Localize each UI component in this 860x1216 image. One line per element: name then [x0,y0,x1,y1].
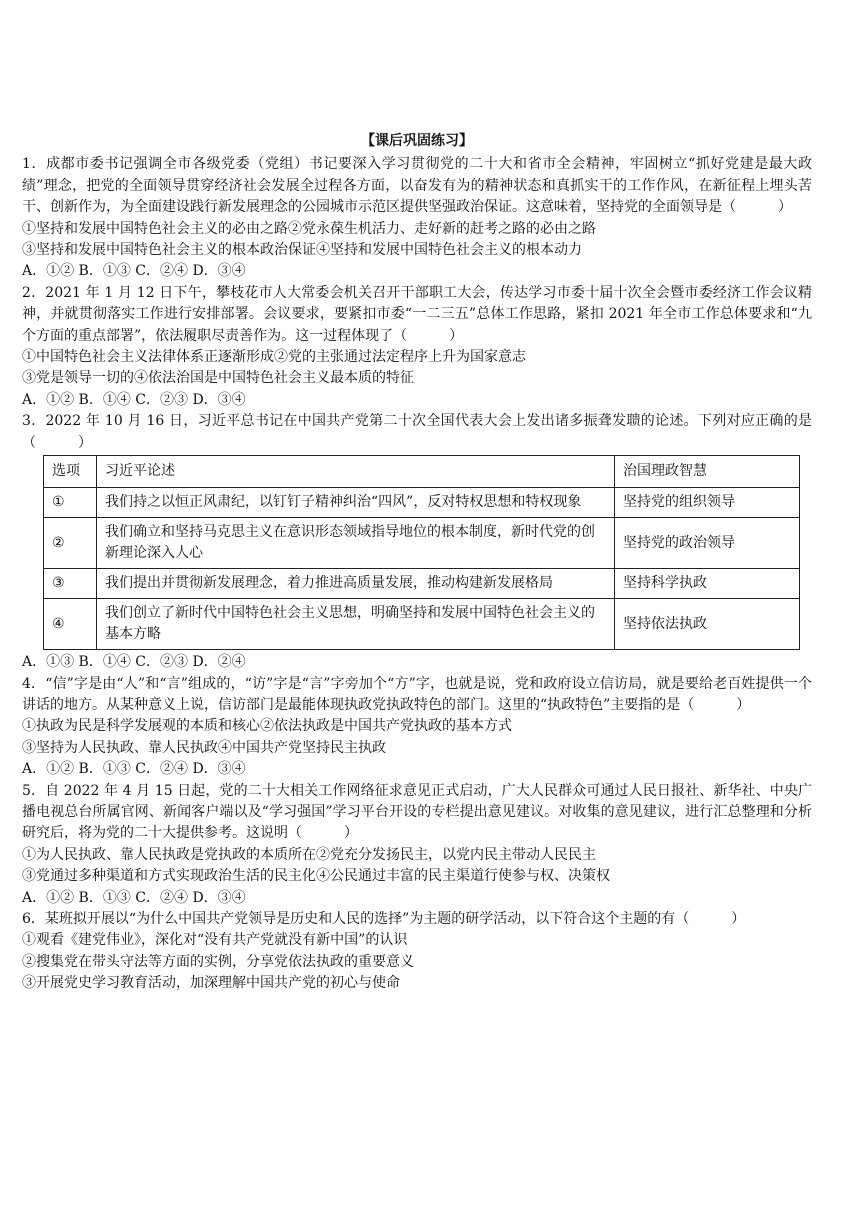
table-row [44,569,800,599]
statement-line: ③开展党史学习教育活动，加深理解中国共产党的初心与使命 [22,975,400,992]
document-page [22,131,812,995]
statement-line: ①中国特色社会主义法律体系正逐渐形成②党的主张通过法定程序上升为国家意志 [22,349,526,366]
table-cell: 我们持之以恒正风肃纪，以钉钉子精神纠治“四风”，反对特权思想和特权现象 [97,488,615,518]
statement-line: ①为人民执政、靠人民执政是党执政的本质所在②党充分发扬民主，以党内民主带动人民民主 [22,846,596,863]
table-cell: 坚持科学执政 [615,569,800,599]
statement-line: ③党是领导一切的④依法治国是中国特色社会主义最本质的特征 [22,370,414,387]
question-stem: 2．2021 年 1 月 12 日下午，攀枝花市人大常委会机关召开干部职工大会，传达学习市委十届十次全会暨市委经济工作会议精神，并就贯彻落实工作进行安排部署。会议要求，要紧扣市委“一二三五”总体工作思路，紧扣 2021 年全市工作总体要求和“九个方面的重点部署”，依法履职尽责善作为。这一过程体现了（ ） [22,284,812,344]
table-cell: 坚持依法执政 [615,599,800,650]
statement-line: ②搜集党在带头守法等方面的实例，分享党依法执政的重要意义 [22,953,414,970]
question-stem: 5．自 2022 年 4 月 15 日起，党的二十大相关工作网络征求意见正式启动，广大人民群众可通过人民日报社、新华社、中央广播电视总台所属官网、新闻客户端以及“学习强国”学习平台开设的专栏提出意见建议。对收集的意见建议，进行汇总整理和分析研究后，将为党的二十大提供参考。这说明（ ） [22,782,812,842]
answer-choices: A．①③ B．①④ C．②③ D．②④ [22,654,246,671]
table-cell: 坚持党的组织领导 [615,488,800,518]
table-row [44,599,800,650]
statement-line: ①坚持和发展中国特色社会主义的必由之路②党永葆生机活力、走好新的赶考之路的必由之路 [22,220,596,237]
statement-line: ③党通过多种渠道和方式实现政治生活的民主化④公民通过丰富的民主渠道行使参与权、决策权 [22,868,610,885]
table-cell: 我们创立了新时代中国特色社会主义思想，明确坚持和发展中国特色社会主义的基本方略 [97,599,615,650]
table-header-cell: 治国理政智慧 [615,456,800,488]
table-row [44,488,800,518]
question-3 [22,411,812,673]
table-cell: ② [44,518,97,569]
answer-choices: A．①② B．①③ C．②④ D．③④ [22,889,246,906]
answer-choices: A．①② B．①③ C．②④ D．③④ [22,263,246,280]
statement-line: ③坚持为人民执政、靠人民执政④中国共产党坚持民主执政 [22,739,386,756]
statement-line: ①观看《建党伟业》，深化对“没有共产党就没有新中国”的认识 [22,932,408,949]
answer-choices: A．①② B．①③ C．②④ D．③④ [22,761,246,778]
table-cell: 我们确立和坚持马克思主义在意识形态领域指导地位的根本制度，新时代党的创新理论深入人心 [97,518,615,569]
question-5 [22,781,812,909]
table-cell: ① [44,488,97,518]
correspondence-table [43,455,800,650]
question-2 [22,283,812,411]
table-cell: ③ [44,569,97,599]
question-stem: 4．“信”字是由“人”和“言”组成的，“访”字是“言”字旁加个“方”字，也就是说，党和政府设立信访局，就是要给老百姓提供一个讲话的地方。从某种意义上说，信访部门是最能体现执政党执政特色的部门。这里的“执政特色”主要指的是（ ） [22,675,812,713]
question-stem: 6．某班拟开展以“为什么中国共产党领导是历史和人民的选择”为主题的研学活动，以下符合这个主题的有（ ） [22,910,746,927]
table-cell: 我们提出并贯彻新发展理念，着力推进高质量发展，推动构建新发展格局 [97,569,615,599]
question-stem: 1．成都市委书记强调全市各级党委（党组）书记要深入学习贯彻党的二十大和省市全会精神，牢固树立“抓好党建是最大政绩”理念，把党的全面领导贯穿经济社会发展全过程各方面，以奋发有为的精神状态和真抓实干的工作作风，在新征程上埋头苦干、创新作为，为全面建设践行新发展理念的公园城市示范区提供坚强政治保证。这意味着，坚持党的全面领导是（ ） [22,156,812,216]
table-row [44,518,800,569]
table-cell: 坚持党的政治领导 [615,518,800,569]
table-header-row [44,456,800,488]
table-cell: ④ [44,599,97,650]
table-header-cell: 选项 [44,456,97,488]
table-header-cell: 习近平论述 [97,456,615,488]
section-title: 【课后巩固练习】 [361,133,473,149]
statement-line: ③坚持和发展中国特色社会主义的根本政治保证④坚持和发展中国特色社会主义的根本动力 [22,242,582,259]
answer-choices: A．①② B．①④ C．②③ D．③④ [22,391,246,408]
question-1 [22,154,812,282]
question-4 [22,674,812,781]
question-stem: 3．2022 年 10 月 16 日，习近平总书记在中国共产党第二十次全国代表大会上发出诸多振聋发聩的论述。下列对应正确的是（ ） [22,413,812,451]
statement-line: ①执政为民是科学发展观的本质和核心②依法执政是中国共产党执政的基本方式 [22,718,512,735]
question-6 [22,909,812,995]
